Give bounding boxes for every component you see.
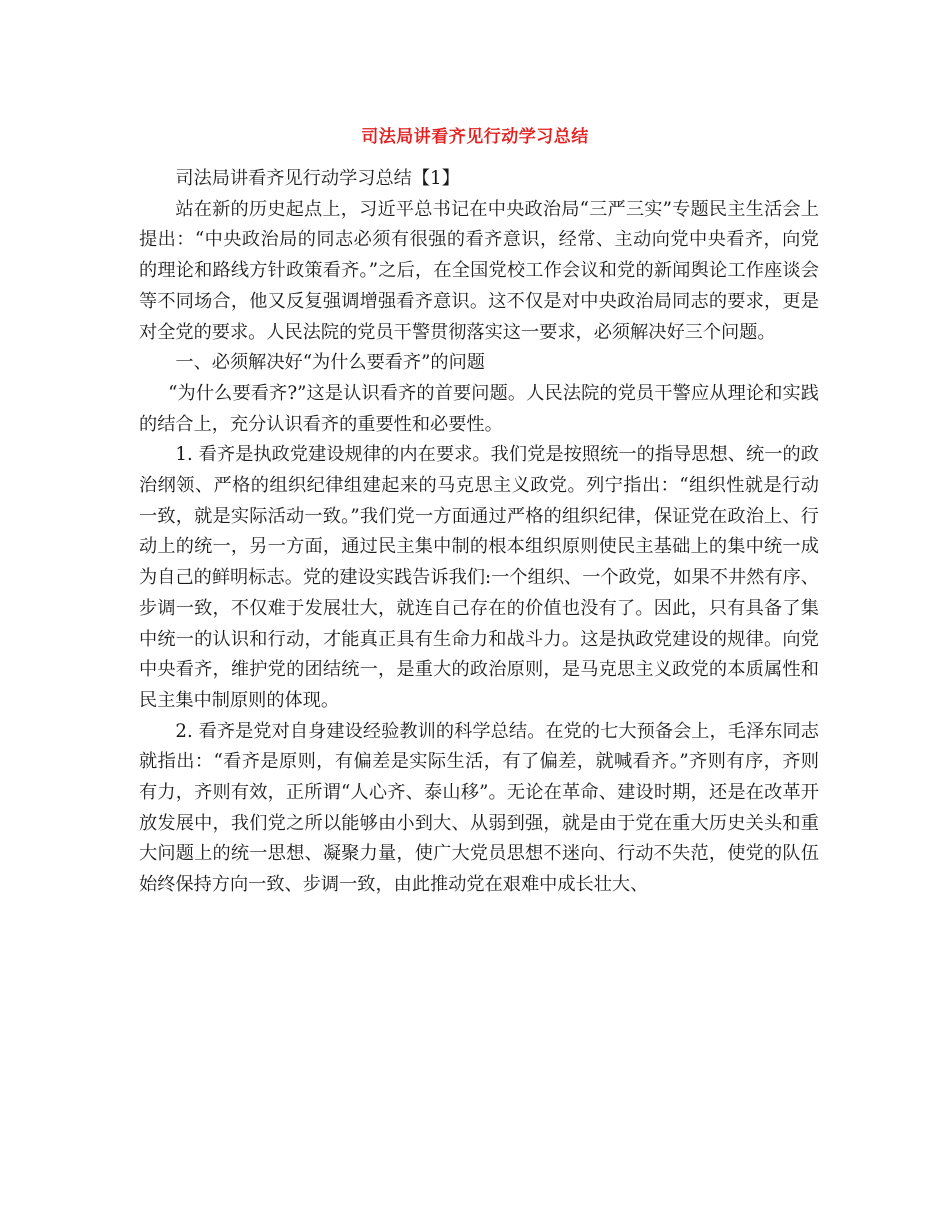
paragraph-why-align: “为什么要看齐?”这是认识看齐的首要问题。人民法院的党员干警应从理论和实践的结合上，充分认识看齐的重要性和必要性。: [139, 382, 819, 435]
section-heading-1: 一、必须解决好“为什么要看齐”的问题: [175, 352, 485, 374]
document-title: 司法局讲看齐见行动学习总结: [361, 127, 589, 147]
paragraph-subtitle: 司法局讲看齐见行动学习总结【1】: [175, 168, 460, 189]
paragraph-intro: 站在新的历史起点上，习近平总书记在中央政治局“三严三实”专题民主生活会上提出：“中央政治局的同志必须有很强的看齐意识，经常、主动向党中央看齐，向党的理论和路线方针政策看齐。”之后，在全国党校工作会议和党的新闻舆论工作座谈会等不同场合，他又反复强调增强看齐意识。这不仅是对中央政治局同志的要求，更是对全党的要求。人民法院的党员干警贯彻落实这一要求，必须解决好三个问题。: [139, 198, 819, 343]
paragraph-point-1: 1. 看齐是执政党建设规律的内在要求。我们党是按照统一的指导思想、统一的政治纲领、严格的组织纪律组建起来的马克思主义政党。列宁指出：“组织性就是行动一致，就是实际活动一致。”我们党一方面通过严格的组织纪律，保证党在政治上、行动上的统一，另一方面，通过民主集中制的根本组织原则使民主基础上的集中统一成为自己的鲜明标志。党的建设实践告诉我们:一个组织、一个政党，如果不井然有序、步调一致，不仅难于发展壮大，就连自己存在的价值也没有了。因此，只有具备了集中统一的认识和行动，才能真正具有生命力和战斗力。这是执政党建设的规律。向党中央看齐，维护党的团结统一，是重大的政治原则，是马克思主义政党的本质属性和民主集中制原则的体现。: [139, 444, 819, 711]
document-body: [139, 164, 819, 901]
paragraph-point-2: 2. 看齐是党对自身建设经验教训的科学总结。在党的七大预备会上，毛泽东同志就指出：“看齐是原则，有偏差是实际生活，有了偏差，就喊看齐。”齐则有序，齐则有力，齐则有效，正所谓“人心齐、泰山移”。无论在革命、建设时期，还是在改革开放发展中，我们党之所以能够由小到大、从弱到强，就是由于党在重大历史关头和重大问题上的统一思想、凝聚力量，使广大党员思想不迷向、行动不失范，使党的队伍始终保持方向一致、步调一致，由此推动党在艰难中成长壮大、: [139, 720, 819, 896]
